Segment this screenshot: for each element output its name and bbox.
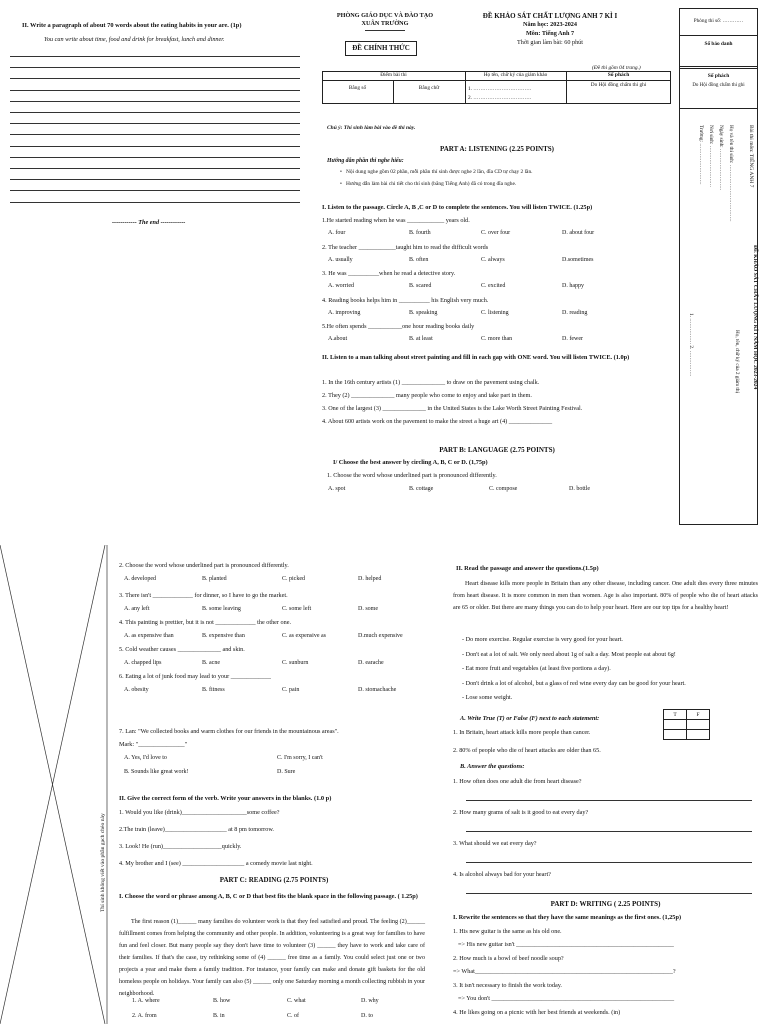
- tf-cell[interactable]: [664, 730, 687, 740]
- language-question: 3. There isn't _____________ for dinner, so I have to go the market.: [119, 592, 288, 599]
- option[interactable]: D. helped: [358, 576, 382, 582]
- option[interactable]: C. of: [287, 1013, 299, 1019]
- option[interactable]: B. often: [409, 256, 429, 263]
- option[interactable]: A. improving: [328, 309, 361, 316]
- writing-line[interactable]: [10, 179, 300, 180]
- writing-heading: II. Write a paragraph of about 70 words about the eating habits in your are. (1p): [22, 22, 242, 29]
- option[interactable]: C. sunburn: [282, 660, 309, 666]
- option[interactable]: B. in: [213, 1013, 225, 1019]
- option[interactable]: C. compose: [489, 486, 518, 492]
- col-score-number: Bằng số: [348, 85, 367, 91]
- writing-line[interactable]: [10, 78, 300, 79]
- verb-1[interactable]: 1. Would you like (drink)_____________________some coffee?: [119, 809, 280, 816]
- option[interactable]: C. picked: [282, 576, 305, 582]
- side-birthplace[interactable]: Nơi sinh: ……………………: [708, 125, 714, 188]
- side-subject: Bài thi môn: TIẾNG ANH 7: [748, 125, 754, 188]
- option[interactable]: A. spot: [328, 486, 346, 492]
- answer-line[interactable]: [466, 831, 752, 832]
- writing-line[interactable]: [10, 90, 300, 91]
- writing-line[interactable]: [10, 56, 300, 57]
- option[interactable]: C. excited: [481, 283, 506, 289]
- option[interactable]: A. obesity: [124, 687, 149, 693]
- side-proctors: Họ, tên, chữ ký của 2 giám thị: [734, 330, 740, 393]
- listening-question: 1.He started reading when he was ____________ years old.: [322, 217, 470, 224]
- writing-line[interactable]: [10, 190, 300, 191]
- part-b-q7b: Mark: "_______________": [119, 741, 188, 748]
- listening-sec2: II. Listen to a man talking about street painting and fill in each gap with ONE word. You will listen TWICE. (1.0p): [322, 354, 630, 361]
- option[interactable]: B. expensive than: [202, 633, 245, 639]
- exam-room[interactable]: Phòng thi số: …………: [693, 18, 744, 24]
- answer-line[interactable]: [466, 800, 752, 801]
- tip-item: - Do more exercise. Regular exercise is very good for your heart.: [462, 636, 623, 643]
- reading-passage-2: Heart disease kills more people in Britain than any other disease, including cancer. One adult dies every three minutes from heart disease. It is more common in men than women. Age is also important. 80% of people who die of heart attacks are 65 or older. But there are many things you can do to help your heart. Here are our top tips for a healthy heart!: [453, 581, 758, 611]
- tf-cell[interactable]: [687, 730, 710, 740]
- option[interactable]: C. listening: [481, 309, 509, 316]
- fill-3[interactable]: 3. One of the largest (3) ______________ in the United States is the Lake Worth Street Painting Festival.: [322, 405, 583, 412]
- writing-line[interactable]: [10, 101, 300, 102]
- option[interactable]: A. worried: [328, 283, 354, 289]
- option[interactable]: C. always: [481, 256, 505, 263]
- serial-number: Số phách: [707, 73, 730, 79]
- part-b-title: PART B: LANGUAGE (2.75 POINTS): [439, 446, 555, 454]
- margin-note: Thí sinh không viết vào phần gạch chéo này: [100, 813, 106, 912]
- listening-question: 5.He often spends ___________one hour reading books daily: [322, 323, 475, 330]
- exam-title: ĐỀ KHẢO SÁT CHẤT LƯỢNG ANH 7 KÌ I: [482, 12, 618, 20]
- option[interactable]: A. any left: [124, 606, 150, 612]
- question-2: 2. How many grams of salt is it good to eat every day?: [453, 809, 589, 816]
- answer-line[interactable]: [466, 862, 752, 863]
- col-score: Điểm bài thi: [380, 72, 407, 78]
- col-serial-note: Do Hội đồng chấm thi ghi: [590, 82, 647, 88]
- subject: Môn: Tiếng Anh 7: [525, 30, 575, 37]
- note: Chú ý: Thí sinh làm bài vào đề thi này.: [327, 125, 416, 131]
- school-year: Năm học: 2023-2024: [523, 21, 577, 28]
- question-3: 3. What should we eat every day?: [453, 840, 537, 847]
- verb-4[interactable]: 4. My brother and I (see) ____________________ a comedy movie last night.: [119, 860, 313, 867]
- part-b-sec1: I/ Choose the best answer by circling A, B, C or D. (1,75p): [333, 459, 488, 466]
- writing-hint: You can write about time, food and drink for breakfast, lunch and dinner.: [44, 36, 225, 43]
- option[interactable]: A. as expensive than: [124, 633, 174, 639]
- option[interactable]: B. speaking: [409, 309, 438, 316]
- option[interactable]: A. usually: [328, 256, 353, 263]
- listening-question: 4. Reading books helps him in __________ his English very much.: [322, 296, 489, 304]
- option[interactable]: D. fewer: [562, 336, 583, 342]
- cross-lines: [0, 545, 115, 1024]
- option[interactable]: A.about: [328, 336, 348, 342]
- rewrite-1-answer[interactable]: => His new guitar isn't ___________________________________________________: [458, 941, 674, 948]
- part-b-q2: 2. Choose the word whose underlined part is pronounced differently.: [119, 562, 289, 569]
- part-b-sec2: II. Give the correct form of the verb. Write your answers in the blanks. (1.0 p): [119, 795, 332, 802]
- option[interactable]: B. fourth: [409, 230, 431, 236]
- option[interactable]: B. planted: [202, 576, 227, 582]
- tip-item: - Don't eat a lot of salt. We only need about 1g of salt a day. Most people eat about 6g!: [462, 650, 676, 658]
- writing-line[interactable]: [10, 168, 300, 169]
- answer-title: B. Answer the questions:: [460, 763, 525, 770]
- listening-sec1: I. Listen to the passage. Circle A, B ,C or D to complete the sentences. You will listen TWICE. (1.25p): [322, 204, 593, 211]
- part-c-sec1: I. Choose the word or phrase among A, B, C or D that best fits the blank space in the following passage. ( 1.25p): [119, 893, 418, 900]
- verb-3[interactable]: 3. Look! He (run)___________________quickly.: [119, 843, 242, 850]
- fill-1[interactable]: 1. In the 16th century artists (1) ______________ to draw on the pavement using chalk.: [322, 379, 540, 386]
- part-d-title: PART D: WRITING ( 2.25 POINTS): [550, 900, 661, 908]
- option[interactable]: D. bottle: [569, 486, 590, 492]
- tip-item: - Lose some weight.: [462, 694, 513, 701]
- tip-item: - Eat more fruit and vegetables (at least five portions a day).: [462, 665, 611, 672]
- option[interactable]: C. pain: [282, 687, 300, 693]
- side-name[interactable]: Họ và tên thí sinh: ……………………………: [728, 125, 734, 222]
- listening-question: 3. He was __________when he read a detective story.: [322, 270, 456, 277]
- tf-cell[interactable]: [687, 720, 710, 730]
- option[interactable]: B. fitness: [202, 687, 225, 693]
- col-serial: Số phách: [607, 72, 630, 78]
- rewrite-3: 3. It isn't necessary to finish the work today.: [453, 982, 562, 989]
- tf-header-f: F: [687, 710, 710, 720]
- part-b-q1: 1. Choose the word whose underlined part is pronounced differently.: [327, 472, 497, 479]
- writing-line[interactable]: [10, 112, 300, 113]
- question-4: 4. Is alcohol always bad for your heart?: [453, 871, 551, 878]
- part-d-sec1: I. Rewrite the sentences so that they have the same meanings as the first ones. (1,25p): [453, 914, 682, 921]
- fill-4[interactable]: 4. About 600 artists work on the pavement to make the street a huge art (4) ______________: [322, 418, 553, 425]
- language-question: 6. Eating a lot of junk food may lead to your _____________: [119, 673, 271, 680]
- serial-note: Do Hội đồng chấm thi ghi: [692, 83, 745, 88]
- rewrite-2: 2. How much is a bowl of beef noodle soup?: [453, 955, 564, 962]
- examiner-1[interactable]: 1. ……………………………: [468, 86, 532, 92]
- bullet-text: Hướng dẫn làm bài chi tiết cho thí sinh (bằng Tiếng Anh) đã có trong đĩa nghe.: [345, 181, 517, 187]
- tf-cell[interactable]: [664, 720, 687, 730]
- option[interactable]: D. stomachache: [358, 687, 397, 693]
- writing-line[interactable]: [10, 123, 300, 124]
- option[interactable]: B. Sounds like great work!: [124, 769, 189, 775]
- question-1: 1. How often does one adult die from heart disease?: [453, 778, 582, 785]
- tip-item: - Don't drink a lot of alcohol, but a glass of red wine every day can be good for your heart.: [462, 679, 686, 687]
- rewrite-2-answer[interactable]: => What________________________________________________________________?: [453, 968, 676, 975]
- option[interactable]: D. reading: [562, 309, 588, 316]
- option[interactable]: A. four: [328, 230, 346, 236]
- tf-1: 1. In Britain, heart attack kills more people than cancer.: [453, 729, 591, 736]
- side-title: ĐỀ KHẢO SÁT CHẤT LƯỢNG KÌ I NĂM HỌC 2023-2024: [752, 245, 758, 390]
- option[interactable]: D. some: [358, 606, 378, 612]
- tf-title: A. Write True (T) or False (F) next to each statement:: [460, 715, 600, 722]
- time-limit: Thời gian làm bài: 60 phút: [517, 39, 583, 46]
- writing-line[interactable]: [10, 146, 300, 147]
- part-a-title: PART A: LISTENING (2.25 POINTS): [439, 145, 555, 153]
- page-count: (Đề thi gồm 04 trang.): [592, 65, 641, 71]
- option[interactable]: 1. A. where: [132, 998, 160, 1004]
- rewrite-3-answer[interactable]: => You don't ___________________________________________________________: [458, 995, 675, 1002]
- official-stamp: [345, 41, 417, 56]
- department: PHÒNG GIÁO DỤC VÀ ĐÀO TẠO: [336, 12, 434, 19]
- side-school[interactable]: Trường: ……………………: [698, 125, 704, 185]
- tf-header-t: T: [664, 710, 687, 720]
- option[interactable]: D. Sure: [277, 769, 296, 775]
- the-end: ------------ The end ------------: [112, 219, 186, 226]
- option[interactable]: B. acne: [202, 660, 220, 666]
- side-dob[interactable]: Ngày sinh: ……………………: [718, 125, 724, 191]
- answer-line[interactable]: [466, 893, 752, 894]
- option[interactable]: D. why: [361, 998, 379, 1004]
- candidate-number: Số báo danh: [704, 41, 733, 47]
- option[interactable]: A. chapped lips: [124, 660, 162, 666]
- reading-passage-1: The first reason (1)______ many families do volunteer work is that they feel satisfied and proud. The feeling (2)______ fulfillment comes from helping the community and other people. In addition, volunteering is a great way for families to have fun and feel closer. But many people say they don't have time to volunteer (3) ______ they have to work and take care of their families. If that's the case, try rethinking some of (4) ______ free time as a family. You could select just one or two projects a year and make them a family tradition. For instance, your family can make and donate gift baskets for the old homeless people on holidays. Your family can also (5) ______ only one Saturday morning a month collecting rubbish in your neighborhood.: [119, 919, 425, 997]
- language-question: 7. Lan: "We collected books and warm clothes for our friends in the mountainous areas".: [119, 728, 339, 735]
- part-a-bullet-1: • Nội dung nghe gồm 02 phần, mỗi phần thí sinh được nghe 2 lần, đĩa CD tự chạy 2 lần.: [340, 169, 533, 175]
- divider: [365, 30, 405, 31]
- tf-2: 2. 80% of people who die of heart attacks are older than 65.: [453, 747, 601, 754]
- option[interactable]: C. as expensive as: [282, 633, 326, 639]
- language-question: 4. This painting is prettier, but it is not _____________ the other one.: [119, 619, 292, 626]
- fill-2[interactable]: 2. They (2) ______________ many people who come to enjoy and take part in them.: [322, 392, 532, 399]
- option[interactable]: B. scared: [409, 283, 432, 289]
- option[interactable]: C. over four: [481, 230, 511, 236]
- bullet-text: Nội dung nghe gồm 02 phần, mỗi phần thí sinh được nghe 2 lần, đĩa CD tự chạy 2 lần.: [345, 169, 533, 175]
- side-proctor-lines[interactable]: 1. …………… 2. ……………: [688, 313, 694, 377]
- writing-line[interactable]: [10, 67, 300, 68]
- reading-sec2: II. Read the passage and answer the questions.(1.5p): [456, 565, 599, 572]
- option[interactable]: D.sometimes: [562, 256, 594, 263]
- rewrite-4: 4. He likes going on a picnic with her best friends at weekends. (in): [453, 1009, 621, 1016]
- col-examiner: Họ tên, chữ ký của giám khảo: [483, 72, 548, 78]
- option[interactable]: B. some leaving: [202, 606, 241, 612]
- option[interactable]: C. I'm sorry, I can't: [277, 755, 323, 761]
- part-a-guide: Hướng dẫn phần thi nghe hiểu:: [327, 158, 404, 164]
- col-score-word: Bằng chữ: [418, 85, 440, 91]
- district: XUÂN TRƯỜNG: [361, 20, 409, 27]
- option[interactable]: C. some left: [282, 606, 312, 612]
- option[interactable]: B. cottage: [409, 486, 434, 492]
- option[interactable]: 2. A. from: [132, 1013, 157, 1019]
- option[interactable]: D. happy: [562, 283, 584, 289]
- writing-line[interactable]: [10, 157, 300, 158]
- option[interactable]: D. about four: [562, 230, 595, 236]
- part-c-title: PART C: READING (2.75 POINTS): [219, 876, 329, 884]
- writing-line[interactable]: [10, 134, 300, 135]
- language-question: 5. Cold weather causes ______________ and skin.: [119, 646, 245, 653]
- part-a-bullet-2: • Hướng dẫn làm bài chi tiết cho thí sinh (bằng Tiếng Anh) đã có trong đĩa nghe.: [340, 181, 517, 187]
- true-false-table: [663, 709, 710, 740]
- option[interactable]: D. to: [361, 1013, 373, 1019]
- rewrite-1: 1. His new guitar is the same as his old one.: [453, 928, 562, 935]
- option[interactable]: B. how: [213, 998, 231, 1004]
- official-label: ĐỀ CHÍNH THỨC: [352, 44, 410, 52]
- option[interactable]: D.much expensive: [358, 633, 403, 639]
- writing-line[interactable]: [10, 202, 300, 203]
- option[interactable]: C. what: [287, 998, 306, 1004]
- option[interactable]: C. more than: [481, 336, 513, 342]
- option[interactable]: B. at least: [409, 336, 433, 342]
- option[interactable]: A. Yes, I'd love to: [124, 755, 167, 761]
- listening-question: 2. The teacher ____________taught him to read the difficult words: [322, 243, 489, 251]
- option[interactable]: D. earache: [358, 660, 384, 666]
- verb-2[interactable]: 2.The train (leave)____________________ at 8 pm tomorrow.: [119, 826, 274, 833]
- option[interactable]: A. developed: [124, 576, 156, 582]
- examiner-2[interactable]: 2. ……………………………: [468, 95, 532, 101]
